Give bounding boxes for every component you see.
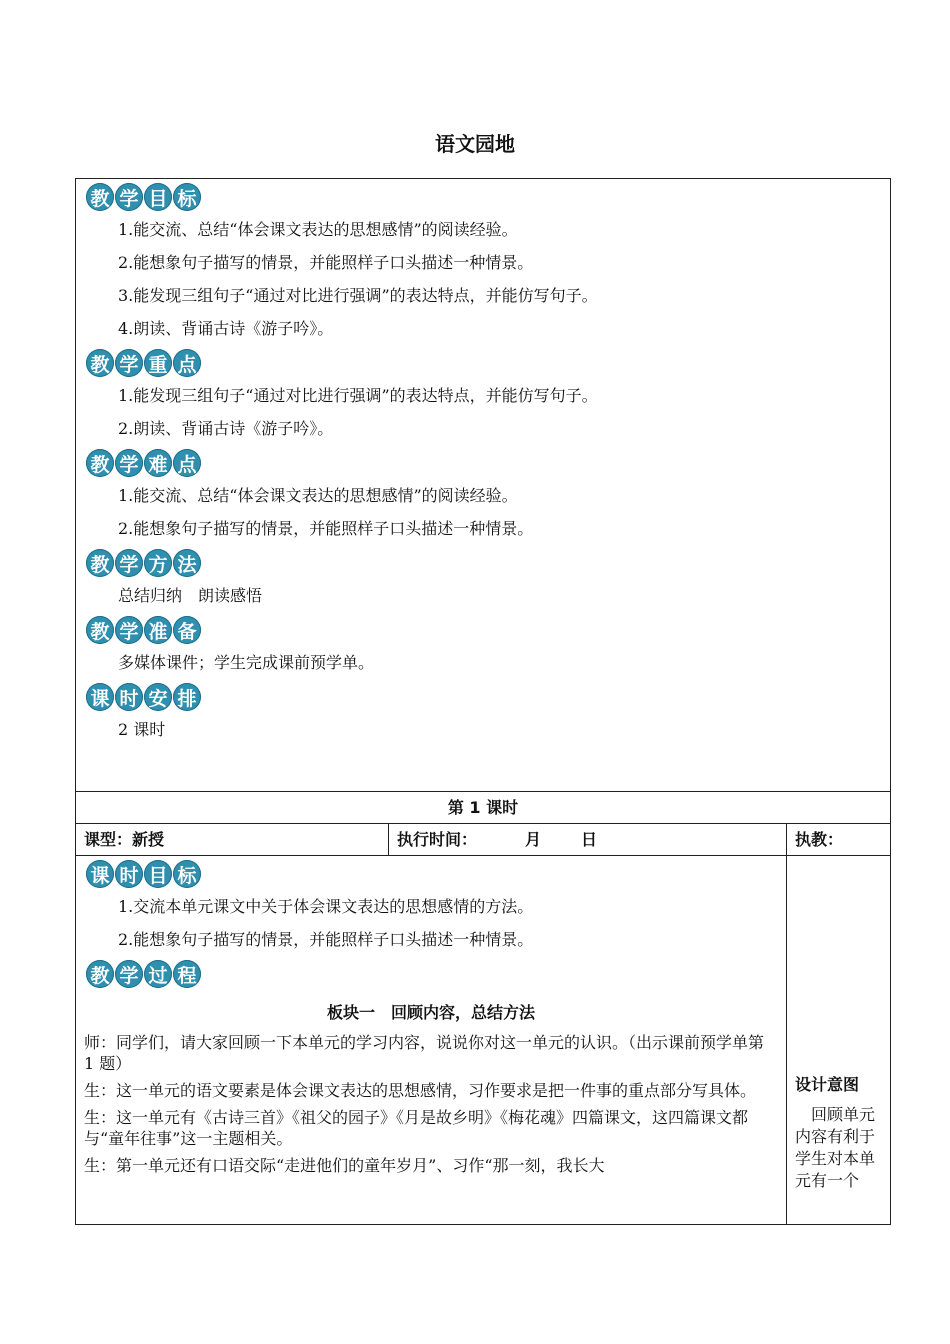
badge-char: 学 bbox=[115, 960, 143, 988]
execution-time bbox=[389, 824, 787, 856]
lesson-goal-badge bbox=[86, 858, 778, 890]
overview-cell bbox=[76, 179, 891, 792]
paragraph: 师：同学们，请大家回顾一下本单元的学习内容，说说你对这一单元的认识。（出示课前预学单第 1 题） bbox=[84, 1033, 765, 1073]
badge-char: 点 bbox=[173, 449, 201, 477]
block-title: 板块一 回顾内容，总结方法 bbox=[326, 1003, 535, 1022]
lesson-goals bbox=[84, 890, 778, 956]
list-item: 4.朗读、背诵古诗《游子吟》。 bbox=[118, 319, 334, 338]
section-badge bbox=[86, 347, 882, 379]
month-label: 月 bbox=[525, 830, 542, 849]
paragraph: 生：这一单元有《古诗三首》《祖父的园子》《月是故乡明》《梅花魂》四篇课文，这四篇课文都与“童年往事”这一主题相关。 bbox=[84, 1108, 749, 1148]
badge-char: 程 bbox=[173, 960, 201, 988]
badge-char: 准 bbox=[144, 616, 172, 644]
badge-char: 学 bbox=[115, 449, 143, 477]
badge-char: 法 bbox=[173, 549, 201, 577]
paragraph: 生：第一单元还有口语交际“走进他们的童年岁月”、习作“那一刻，我长大 bbox=[84, 1156, 605, 1175]
badge-char: 点 bbox=[173, 349, 201, 377]
badge-char: 重 bbox=[144, 349, 172, 377]
badge-char: 目 bbox=[144, 183, 172, 211]
badge-char: 学 bbox=[115, 349, 143, 377]
section-badge bbox=[86, 547, 882, 579]
badge-char: 过 bbox=[144, 960, 172, 988]
list-item: 总结归纳 朗读感悟 bbox=[118, 586, 263, 605]
badge-char: 标 bbox=[173, 183, 201, 211]
lesson-content bbox=[76, 856, 787, 1225]
badge-char: 学 bbox=[115, 183, 143, 211]
list-item: 2 课时 bbox=[118, 720, 166, 739]
list-item: 1.交流本单元课文中关于体会课文表达的思想感情的方法。 bbox=[118, 897, 534, 916]
badge-char: 方 bbox=[144, 549, 172, 577]
design-intent-text: 回顾单元内容有利于学生对本单元有一个 bbox=[795, 1105, 876, 1190]
list-item: 多媒体课件；学生完成课前预学单。 bbox=[118, 653, 375, 672]
badge-char: 教 bbox=[86, 349, 114, 377]
list-item: 3.能发现三组句子“通过对比进行强调”的表达特点，并能仿写句子。 bbox=[118, 286, 598, 305]
badge-char: 安 bbox=[144, 683, 172, 711]
badge-char: 学 bbox=[115, 616, 143, 644]
list-item: 2.能想象句子描写的情景，并能照样子口头描述一种情景。 bbox=[118, 930, 534, 949]
list-item: 2.能想象句子描写的情景，并能照样子口头描述一种情景。 bbox=[118, 253, 534, 272]
badge-char: 排 bbox=[173, 683, 201, 711]
overview-sections bbox=[84, 181, 882, 746]
section-badge bbox=[86, 681, 882, 713]
badge-char: 课 bbox=[86, 683, 114, 711]
time-label: 执行时间： bbox=[397, 830, 478, 849]
list-item: 1.能交流、总结“体会课文表达的思想感情”的阅读经验。 bbox=[118, 486, 518, 505]
badge-char: 教 bbox=[86, 616, 114, 644]
dialogue-paragraphs bbox=[84, 1032, 778, 1176]
lesson-plan-table bbox=[75, 178, 891, 1225]
badge-char: 目 bbox=[144, 860, 172, 888]
section-badge bbox=[86, 447, 882, 479]
badge-char: 标 bbox=[173, 860, 201, 888]
list-item: 2.能想象句子描写的情景，并能照样子口头描述一种情景。 bbox=[118, 519, 534, 538]
design-intent-title: 设计意图 bbox=[795, 1075, 860, 1094]
list-item: 1.能发现三组句子“通过对比进行强调”的表达特点，并能仿写句子。 bbox=[118, 386, 598, 405]
paragraph: 生：这一单元的语文要素是体会课文表达的思想感情，习作要求是把一件事的重点部分写具体。 bbox=[84, 1081, 757, 1100]
section-badge bbox=[86, 181, 882, 213]
badge-char: 学 bbox=[115, 549, 143, 577]
list-item: 1.能交流、总结“体会课文表达的思想感情”的阅读经验。 bbox=[118, 220, 518, 239]
badge-char: 教 bbox=[86, 449, 114, 477]
teaching-process-badge bbox=[86, 958, 778, 990]
section-badge bbox=[86, 614, 882, 646]
badge-char: 教 bbox=[86, 549, 114, 577]
teacher-label: 执教： bbox=[787, 824, 891, 856]
badge-char: 备 bbox=[173, 616, 201, 644]
design-intent-cell bbox=[787, 856, 891, 1225]
badge-char: 课 bbox=[86, 860, 114, 888]
badge-char: 时 bbox=[115, 683, 143, 711]
badge-char: 难 bbox=[144, 449, 172, 477]
badge-char: 教 bbox=[86, 183, 114, 211]
period-title: 第 1 课时 bbox=[76, 792, 891, 824]
badge-char: 教 bbox=[86, 960, 114, 988]
list-item: 2.朗读、背诵古诗《游子吟》。 bbox=[118, 419, 334, 438]
lesson-type: 课型：新授 bbox=[76, 824, 389, 856]
badge-char: 时 bbox=[115, 860, 143, 888]
page-title: 语文园地 bbox=[435, 132, 515, 156]
day-label: 日 bbox=[581, 830, 598, 849]
